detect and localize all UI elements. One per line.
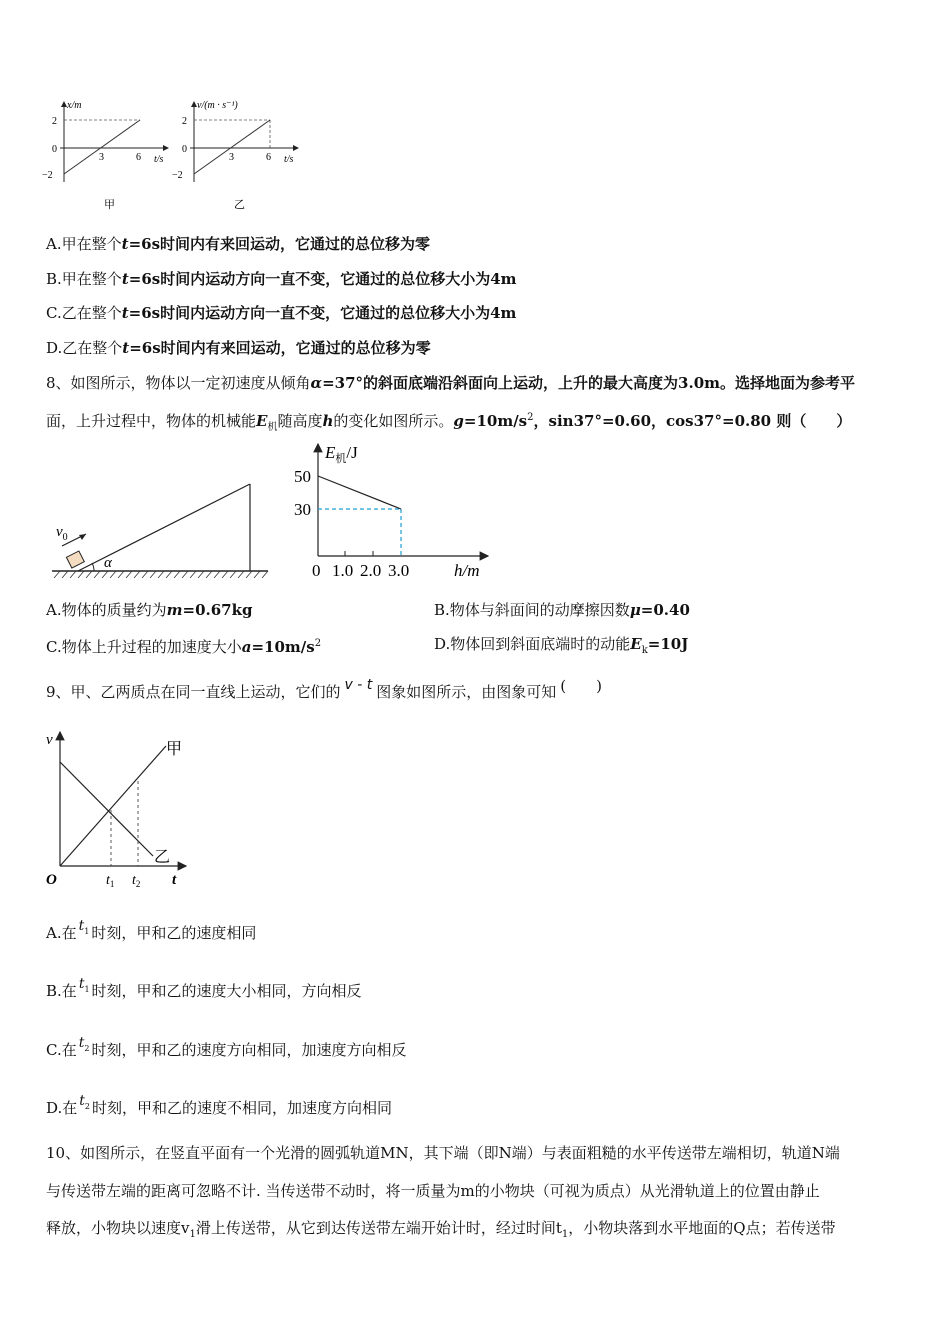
x-tick-3: 3 xyxy=(99,152,104,163)
q7-option-a: A.甲在整个t=6s时间内有来回运动，它通过的总位移为零 xyxy=(46,235,431,253)
y-label: $E_机/J$ xyxy=(325,443,358,465)
label-yi: 乙 xyxy=(154,849,171,866)
ground-hatching xyxy=(54,571,268,578)
q8-energy-graph xyxy=(288,438,498,586)
x-tick-6: 6 xyxy=(266,152,271,163)
q9-option-c: C.在 $t_2$ 时刻，甲和乙的速度方向相同，加速度方向相反 xyxy=(46,1035,407,1059)
q9-option-d: D.在 $t_2$ 时刻，甲和乙的速度不相同，加速度方向相同 xyxy=(46,1093,393,1117)
t2-label: $t_2$ xyxy=(132,873,141,889)
y-tick-0: 0 xyxy=(182,144,187,155)
energy-line xyxy=(318,476,401,509)
q10-line2: 与传送带左端的距离可忽略不计. 当传送带不动时，将一质量为m的小物块（可视为质点）从光滑轨道上的位置由静止 xyxy=(46,1182,820,1200)
x-tick-2: 2.0 xyxy=(360,561,382,580)
data-line xyxy=(64,120,140,174)
y-tick-neg2: −2 xyxy=(42,170,53,181)
x-label: h/m xyxy=(454,561,480,580)
q8-incline-figure xyxy=(48,476,272,586)
x-tick-1: 1.0 xyxy=(332,561,354,580)
q8-option-d: D.物体回到斜面底端时的动能$E_k=10J$ xyxy=(434,635,689,656)
y-tick-30: 30 xyxy=(294,500,311,519)
q7-figure-jia xyxy=(40,96,180,216)
x-tick-6: 6 xyxy=(136,152,141,163)
q8-option-c: C.物体上升过程的加速度大小$a=10m/s^2$ xyxy=(46,638,322,656)
q7-option-c: C.乙在整个t=6s时间内运动方向一直不变，它通过的总位移大小为4m xyxy=(46,304,517,322)
figure-caption: 甲 xyxy=(104,199,115,211)
block xyxy=(66,551,84,568)
q7-option-d: D.乙在整个t=6s时间内有来回运动，它通过的总位移为零 xyxy=(46,339,431,357)
t1-label: $t_1$ xyxy=(106,873,115,889)
line-jia xyxy=(60,746,166,866)
origin-label: O xyxy=(46,872,57,888)
x-label: t/s xyxy=(284,154,294,165)
q8-stem-line2: 面，上升过程中，物体的机械能$E_机$随高度h的变化如图所示。$g=10m/s^2$，sin37°=0.60，cos37°=0.80 则（ ） xyxy=(46,412,852,433)
angle-arc xyxy=(92,563,94,571)
x-label: t xyxy=(172,872,177,888)
q7-figure-yi xyxy=(170,96,310,216)
x-tick-3: 3.0 xyxy=(388,561,410,580)
y-tick-neg2: −2 xyxy=(172,170,183,181)
q9-vt-graph xyxy=(40,726,200,891)
q8-stem-line1: 8、如图所示，物体以一定初速度从倾角α=37°的斜面底端沿斜面向上运动，上升的最大高度为3.0m。选择地面为参考平 xyxy=(46,374,856,392)
q9-stem: 9、甲、乙两质点在同一直线上运动，它们的 v - t 图象如图所示，由图象可知 ( ) xyxy=(46,677,603,701)
v0-label: $v_0$ xyxy=(56,524,68,543)
q10-line1: 10、如图所示，在竖直平面有一个光滑的圆弧轨道MN，其下端（即N端）与表面粗糙的水平传送带左端相切，轨道N端 xyxy=(46,1144,840,1162)
y-tick-2: 2 xyxy=(182,116,187,127)
y-tick-2: 2 xyxy=(52,116,57,127)
angle-label: α xyxy=(104,555,112,571)
label-jia: 甲 xyxy=(166,741,183,758)
figure-caption: 乙 xyxy=(234,199,245,211)
y-label: v xyxy=(46,732,53,748)
y-label: v/(m · s⁻¹) xyxy=(197,100,238,111)
q8-option-a: A.物体的质量约为m=0.67kg xyxy=(46,601,253,619)
x-tick-0: 0 xyxy=(312,561,321,580)
q7-option-b: B.甲在整个t=6s时间内运动方向一直不变，它通过的总位移大小为4m xyxy=(46,270,517,288)
q10-line3: 释放，小物块以速度$v_1$滑上传送带，从它到达传送带左端开始计时，经过时间$t_1$，小物块落到水平地面的Q点；若传送带 xyxy=(46,1219,836,1240)
x-label: t/s xyxy=(154,154,164,165)
y-label: x/m xyxy=(67,100,82,111)
q8-option-b: B.物体与斜面间的动摩擦因数μ=0.40 xyxy=(434,601,690,619)
q9-option-b: B.在 $t_1$ 时刻，甲和乙的速度大小相同，方向相反 xyxy=(46,976,362,1000)
q9-option-a: A.在 $t_1$ 时刻，甲和乙的速度相同 xyxy=(46,918,257,942)
data-line xyxy=(194,120,270,174)
x-tick-3: 3 xyxy=(229,152,234,163)
y-tick-0: 0 xyxy=(52,144,57,155)
y-tick-50: 50 xyxy=(294,467,311,486)
